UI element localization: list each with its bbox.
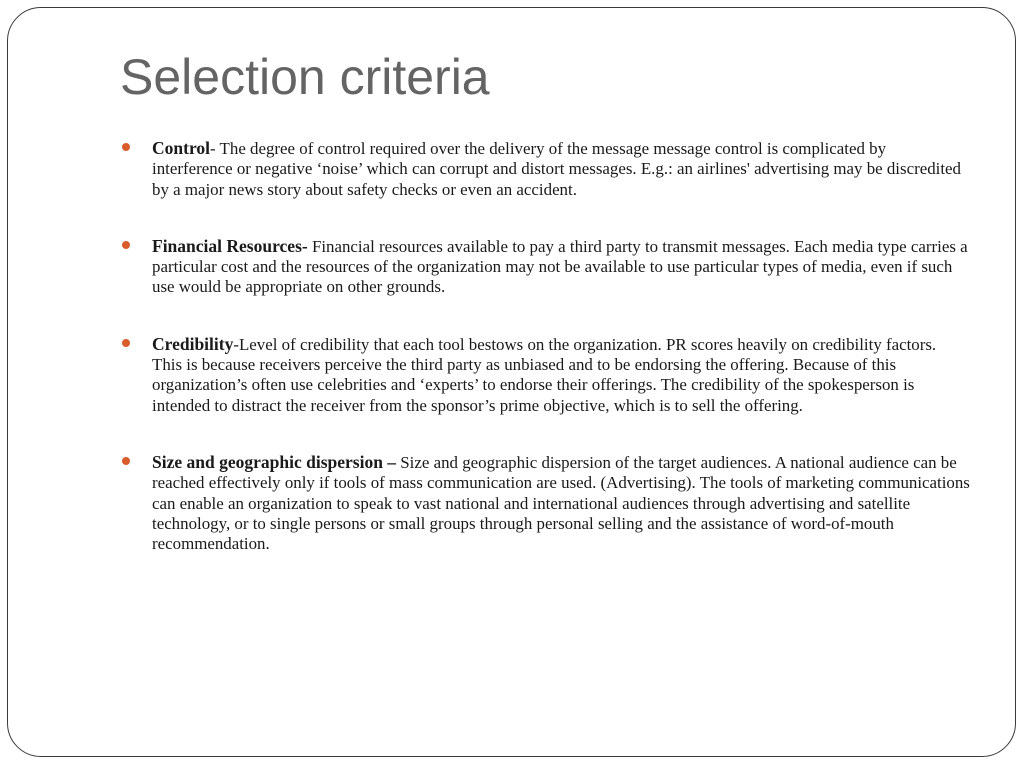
bullet-item-control xyxy=(120,138,970,200)
slide-frame xyxy=(7,7,1016,757)
bullet-text: - The degree of control required over the delivery of the message message control is complicated by interference or negative ‘noise’ which can corrupt and distort messages. E.g.: an airlines' advertising may be discredited by a major news story about safety checks or even an accident. xyxy=(152,139,961,199)
bullet-term: Size and geographic dispersion – xyxy=(152,451,397,472)
bullet-item-size-and-geographic-dispersion xyxy=(120,452,970,554)
bullet-list xyxy=(120,138,970,590)
bullet-text: Financial resources available to pay a third party to transmit messages. Each media type carries a particular cost and the resources of the organization may not be available to use particular types of media, even if such use would be appropriate on other grounds. xyxy=(152,236,968,297)
bullet-dot-icon xyxy=(122,143,130,151)
bullet-item-financial-resources xyxy=(120,236,970,298)
bullet-term: Financial Resources- xyxy=(152,235,308,256)
bullet-text: -Level of credibility that each tool bestows on the organization. PR scores heavily on credibility factors. This is because receivers perceive the third party as unbiased and to be endorsing the offering. Because of this organization’s often use celebrities and ‘experts’ to endorse their offerings. The credibility of the spokesperson is intended to distract the receiver from the sponsor’s prime objective, which is to sell the offering. xyxy=(152,334,937,415)
bullet-dot-icon xyxy=(122,241,130,249)
bullet-dot-icon xyxy=(122,457,130,465)
slide-title: Selection criteria xyxy=(120,49,490,105)
bullet-item-credibility xyxy=(120,334,970,416)
bullet-dot-icon xyxy=(122,339,130,347)
bullet-text: Size and geographic dispersion of the target audiences. A national audience can be reached effectively only if tools of mass communication are used. (Advertising). The tools of marketing communications can enable an organization to speak to vast national and international audiences through advertising and satellite technology, or to single persons or small groups through personal selling and the assistance of word-of-mouth recommendation. xyxy=(152,452,970,554)
bullet-term: Credibility xyxy=(152,333,234,354)
bullet-term: Control xyxy=(152,138,211,158)
